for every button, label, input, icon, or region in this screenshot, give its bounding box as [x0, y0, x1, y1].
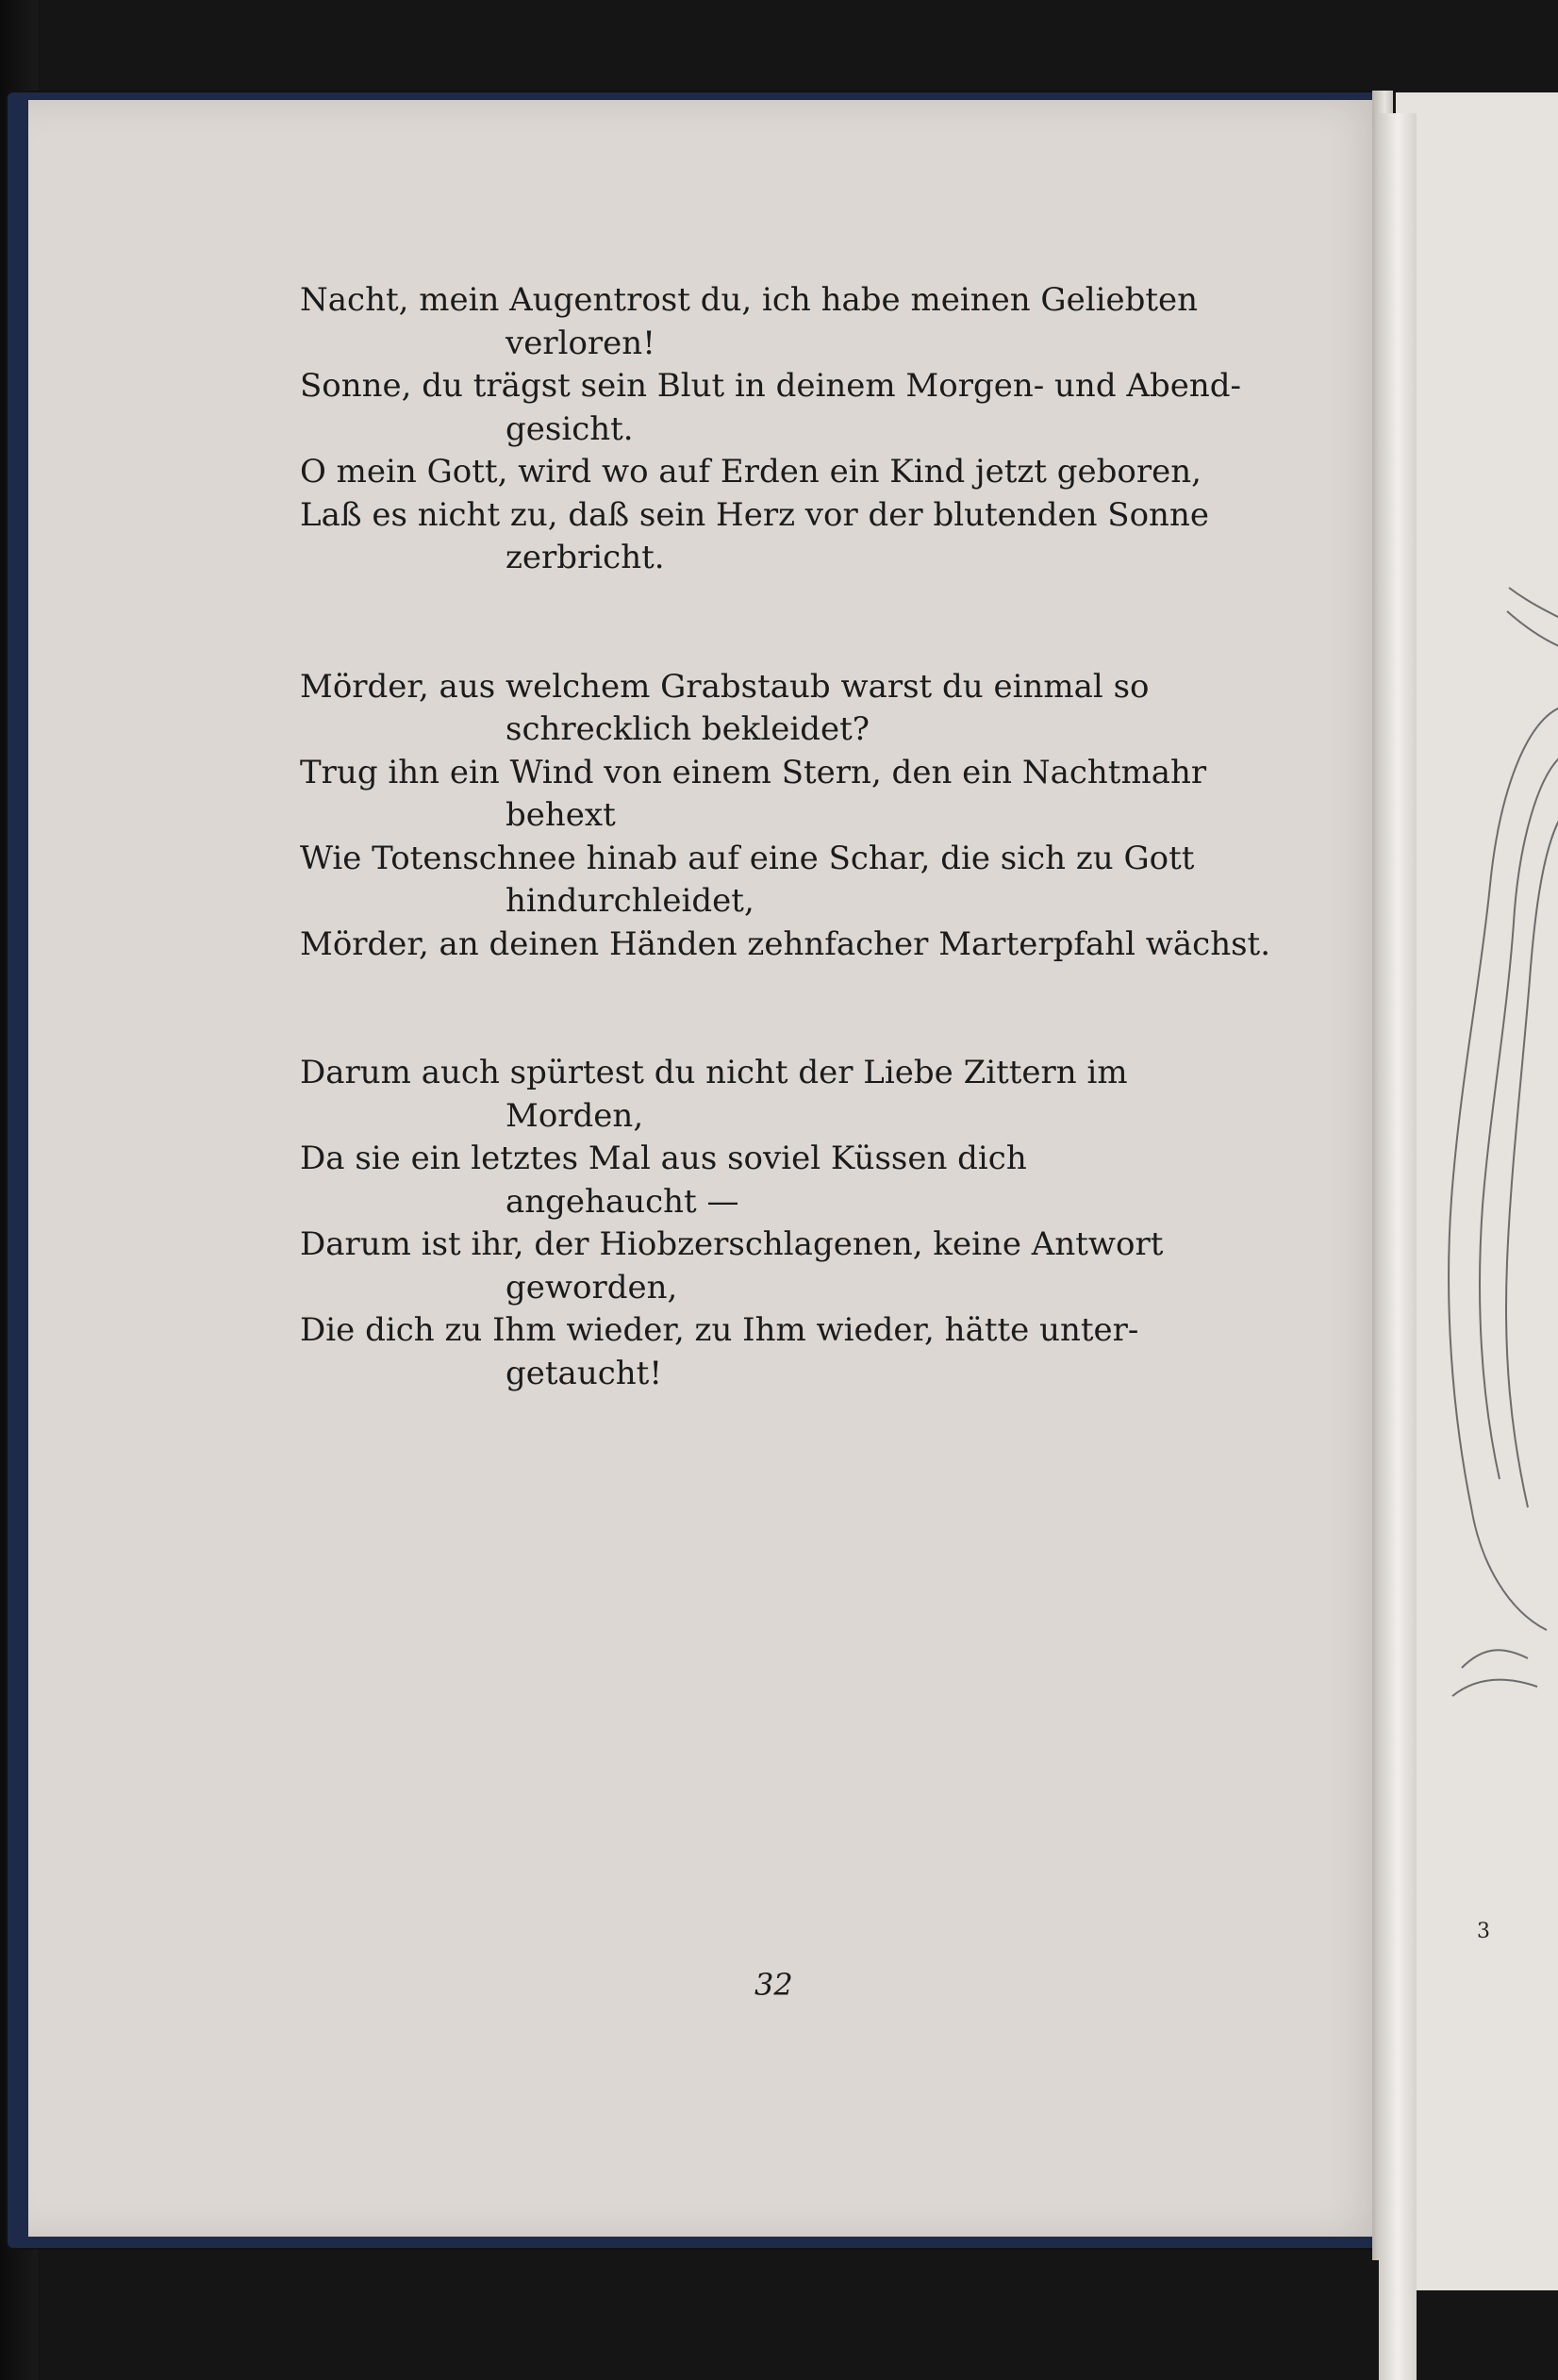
- poem-line: Die dich zu Ihm wieder, zu Ihm wieder, hätte unter-: [300, 1311, 1139, 1349]
- right-page: [1396, 92, 1558, 2290]
- poem-text: [300, 279, 1271, 1481]
- poem-line: angehaucht —: [506, 1182, 739, 1221]
- poem-line: verloren!: [506, 324, 655, 362]
- bookmark-ribbon: [1379, 113, 1417, 2380]
- poem-line: Mörder, an deinen Händen zehnfacher Marterpfahl wächst.: [300, 924, 1271, 963]
- stanza: [300, 666, 1271, 967]
- poem-line: O mein Gott, wird wo auf Erden ein Kind jetzt geboren,: [300, 453, 1202, 491]
- poem-line: Da sie ein letztes Mal aus soviel Küssen dich: [300, 1140, 1027, 1177]
- stanza: [300, 279, 1262, 580]
- poem-line: behext: [506, 796, 616, 834]
- poem-line: schrecklich bekleidet?: [506, 710, 870, 748]
- poem-line: Laß es nicht zu, daß sein Herz vor der blutenden Sonne: [300, 495, 1209, 534]
- poem-line: Trug ihn ein Wind von einem Stern, den ein Nachtmahr: [300, 753, 1207, 791]
- poem-line: gesicht.: [506, 409, 634, 448]
- poem-line: zerbricht.: [506, 539, 665, 576]
- poem-line: Sonne, du trägst sein Blut in deinem Morgen- und Abend-: [300, 367, 1241, 405]
- sketch-illustration: [1424, 583, 1558, 1715]
- facing-page-number: 3: [1477, 1920, 1490, 1943]
- poem-line: getaucht!: [506, 1354, 662, 1392]
- poem-line: hindurchleidet,: [506, 882, 754, 920]
- poem-line: Darum ist ihr, der Hiobzerschlagenen, keine Antwort: [300, 1225, 1164, 1263]
- poem-line: geworden,: [506, 1268, 678, 1307]
- page-number: 32: [754, 1967, 793, 2003]
- poem-line: Mörder, aus welchem Grabstaub warst du einmal so: [300, 667, 1150, 706]
- poem-line: Wie Totenschnee hinab auf eine Schar, die sich zu Gott: [300, 839, 1195, 877]
- poem-line: Morden,: [506, 1096, 644, 1135]
- poem-line: Darum auch spürtest du nicht der Liebe Zittern im: [300, 1054, 1128, 1091]
- poem-line: Nacht, mein Augentrost du, ich habe meinen Geliebten: [300, 281, 1199, 319]
- stanza: [300, 1052, 1262, 1395]
